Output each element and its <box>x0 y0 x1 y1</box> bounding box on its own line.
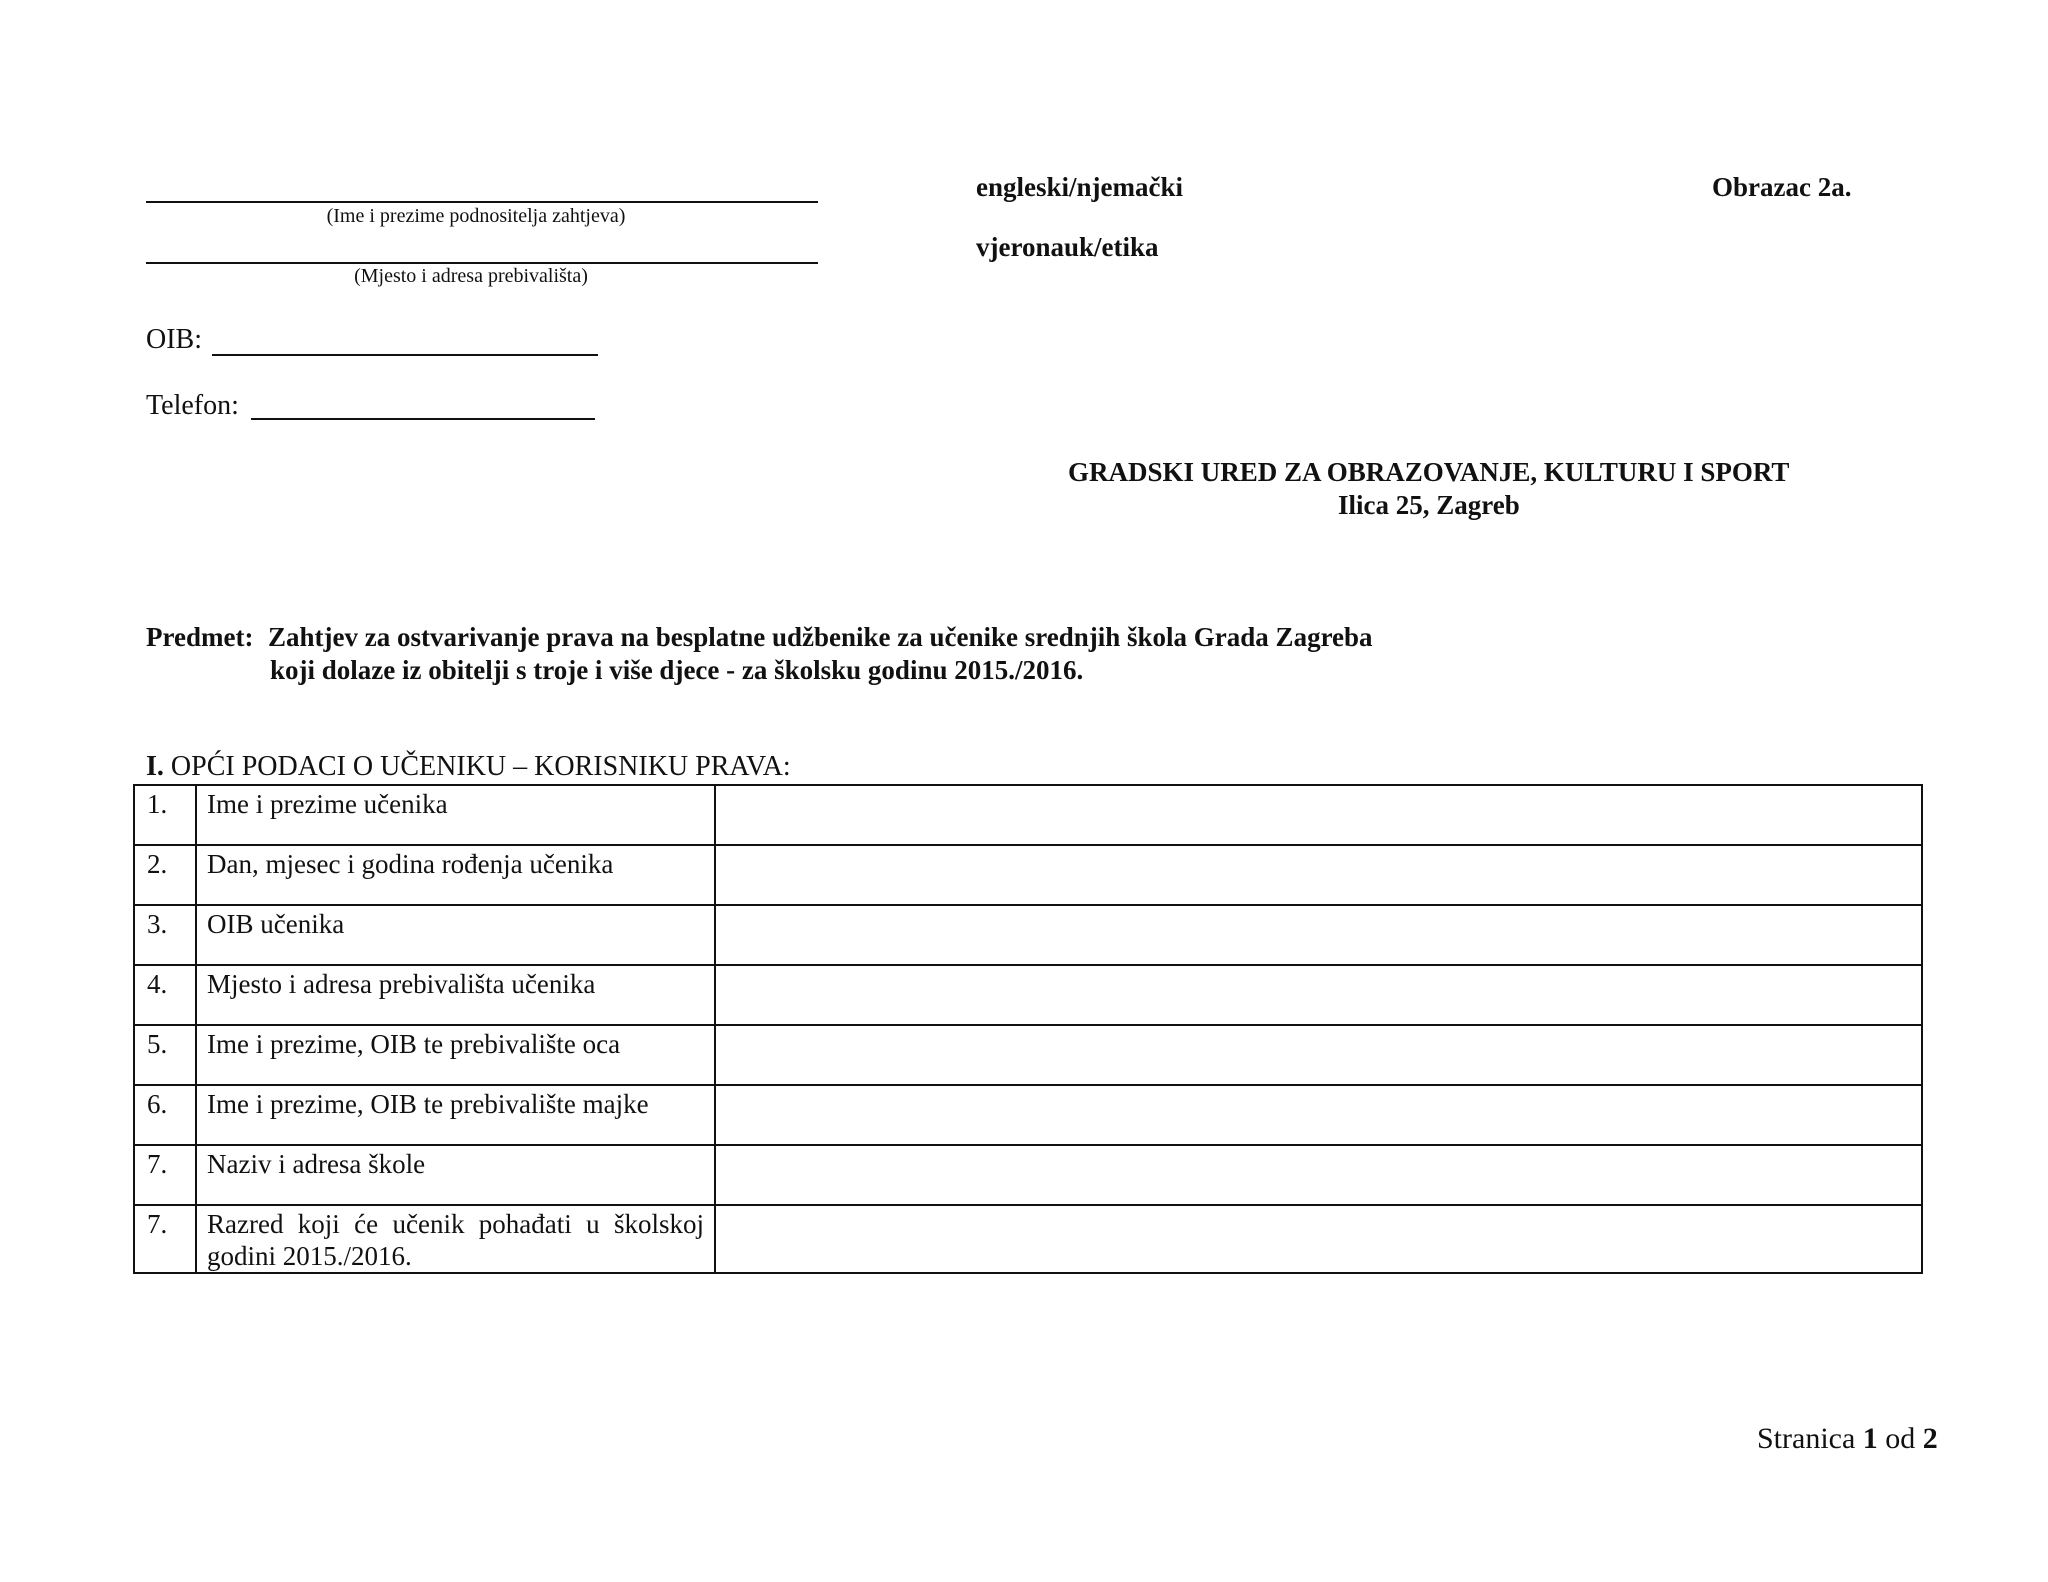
row-label: Ime i prezime učenika <box>196 785 715 845</box>
row-number: 2. <box>134 845 196 905</box>
religion-option: vjeronauk/etika <box>976 232 1159 262</box>
row-number: 4. <box>134 965 196 1025</box>
row-value-field[interactable] <box>715 845 1922 905</box>
row-number: 3. <box>134 905 196 965</box>
table-row <box>134 965 1922 1025</box>
recipient-address: Ilica 25, Zagreb <box>1338 490 1520 520</box>
of-word: od <box>1885 1422 1916 1455</box>
recipient-office: GRADSKI URED ZA OBRAZOVANJE, KULTURU I SPORT <box>1068 457 1790 487</box>
row-label: Dan, mjesec i godina rođenja učenika <box>196 845 715 905</box>
row-label: Ime i prezime, OIB te prebivalište oca <box>196 1025 715 1085</box>
row-value-field[interactable] <box>715 1025 1922 1085</box>
subject-line-1: Zahtjev za ostvarivanje prava na besplatne udžbenike za učenike srednjih škola Grada Zagreba <box>268 622 1373 652</box>
row-value-field[interactable] <box>715 785 1922 845</box>
row-number: 6. <box>134 1085 196 1145</box>
phone-field-line[interactable] <box>251 418 595 420</box>
form-code: Obrazac 2a. <box>1712 172 1852 202</box>
table-row <box>134 1205 1922 1273</box>
row-label: Razred koji će učenik pohađati u školskoj godini 2015./2016. <box>196 1205 715 1273</box>
subject-line-2: koji dolaze iz obitelji s troje i više djece - za školsku godinu 2015./2016. <box>270 655 1084 685</box>
page-footer <box>1757 1422 1938 1456</box>
table-row <box>134 785 1922 845</box>
language-option: engleski/njemački <box>976 172 1183 202</box>
row-number: 1. <box>134 785 196 845</box>
applicant-address-caption: (Mjesto i adresa prebivališta) <box>354 265 588 287</box>
row-label: OIB učenika <box>196 905 715 965</box>
table-row <box>134 845 1922 905</box>
row-label: Mjesto i adresa prebivališta učenika <box>196 965 715 1025</box>
applicant-name-line[interactable] <box>146 201 818 203</box>
table-row <box>134 1025 1922 1085</box>
row-number: 7. <box>134 1145 196 1205</box>
table-row <box>134 1145 1922 1205</box>
row-value-field[interactable] <box>715 905 1922 965</box>
row-label: Ime i prezime, OIB te prebivalište majke <box>196 1085 715 1145</box>
phone-label: Telefon: <box>146 390 239 421</box>
oib-label: OIB: <box>146 324 202 355</box>
student-data-table <box>133 784 1923 1274</box>
applicant-address-line[interactable] <box>146 262 818 264</box>
row-label: Naziv i adresa škole <box>196 1145 715 1205</box>
total-pages: 2 <box>1922 1422 1938 1455</box>
page-word: Stranica <box>1757 1422 1856 1455</box>
table-row <box>134 1085 1922 1145</box>
row-value-field[interactable] <box>715 1085 1922 1145</box>
row-number: 5. <box>134 1025 196 1085</box>
current-page: 1 <box>1862 1422 1878 1455</box>
table-row <box>134 905 1922 965</box>
row-value-field[interactable] <box>715 1205 1922 1273</box>
section-title: OPĆI PODACI O UČENIKU – KORISNIKU PRAVA: <box>170 751 791 782</box>
section-heading <box>146 751 791 783</box>
row-value-field[interactable] <box>715 965 1922 1025</box>
row-number: 7. <box>134 1205 196 1273</box>
section-number: I. <box>146 751 164 782</box>
oib-field-line[interactable] <box>212 354 598 356</box>
applicant-name-caption: (Ime i prezime podnositelja zahtjeva) <box>326 205 626 227</box>
subject-label: Predmet: <box>146 622 254 652</box>
row-value-field[interactable] <box>715 1145 1922 1205</box>
